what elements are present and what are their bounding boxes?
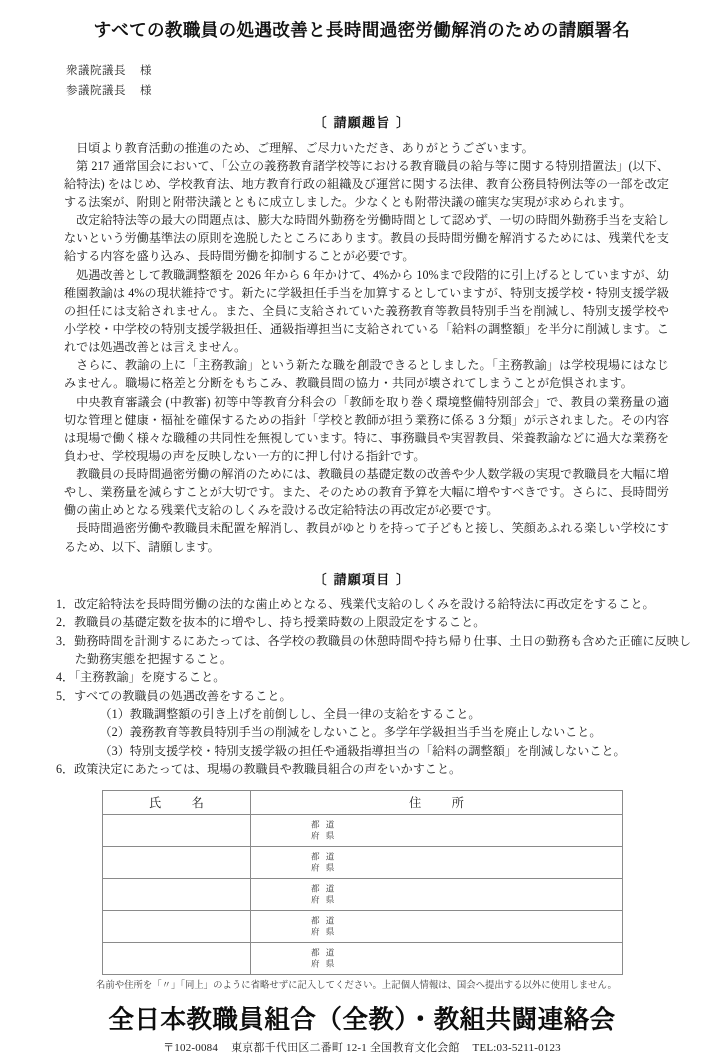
prefecture-line-2: 府 県: [311, 862, 337, 873]
prefecture-label: [311, 852, 336, 873]
petition-item: 2．教職員の基礎定数を抜本的に増やし、持ち授業時数の上限設定をすること。: [56, 615, 486, 630]
petition-item: 3．勤務時間を計測するにあたっては、各学校の教職員の休憩時間や持ち帰り仕事、土日の勤務も含めた正確に反映した勤務実態を把握すること。: [56, 633, 691, 666]
prefecture-line-1: 都 道: [311, 851, 337, 862]
page-title: すべての教職員の処遇改善と長時間過密労働解消のための請願署名: [93, 21, 631, 41]
petition-item: 4．「主務教諭」を廃すること。: [56, 670, 226, 685]
address-input-cell[interactable]: [251, 942, 623, 974]
table-row[interactable]: [103, 814, 623, 846]
petition-items-list: [0, 595, 724, 779]
table-row[interactable]: [103, 846, 623, 878]
prefecture-label: [311, 948, 336, 969]
postal-code: 〒102-0084: [163, 1041, 219, 1054]
prefecture-label: [311, 884, 336, 905]
organization-name: 全日本教職員組合（全教）・教組共闘連絡会: [108, 1004, 616, 1035]
petition-subitem: （1）教職調整額の引き上げを前倒しし、全員一律の支給をすること。: [99, 707, 481, 722]
petition-item: 5．すべての教職員の処遇改善をすること。: [56, 688, 292, 703]
addressee-honorific: 様: [140, 84, 152, 97]
privacy-note: 名前や住所を「〃」「同上」のように省略せずに記入してください。上記個人情報は、国会へ提出する以外に使用しません。: [96, 980, 617, 991]
telephone-number: TEL:03-5211-0123: [472, 1041, 561, 1054]
purpose-paragraph: 日頃より教育活動の推進のため、ご理解、ご尽力いただき、ありがとうございます。: [76, 140, 534, 155]
prefecture-line-1: 都 道: [311, 915, 337, 926]
prefecture-line-1: 都 道: [311, 947, 337, 958]
name-input-cell[interactable]: [103, 878, 251, 910]
table-row[interactable]: [103, 910, 623, 942]
name-input-cell[interactable]: [103, 846, 251, 878]
prefecture-line-2: 府 県: [311, 830, 337, 841]
name-input-cell[interactable]: [103, 910, 251, 942]
addressee-block: [0, 62, 724, 102]
prefecture-label: [311, 820, 336, 841]
street-address: 東京都千代田区二番町 12-1 全国教育文化会館: [231, 1041, 460, 1054]
organization-footer: [0, 1005, 724, 1055]
prefecture-label: [311, 916, 336, 937]
prefecture-line-1: 都 道: [311, 883, 337, 894]
address-input-cell[interactable]: [251, 814, 623, 846]
items-section-heading: 〔 請願項目 〕: [313, 572, 411, 588]
prefecture-line-2: 府 県: [311, 958, 337, 969]
address-input-cell[interactable]: [251, 878, 623, 910]
purpose-paragraph: 中央教育審議会 (中教審) 初等中等教育分科会の「教師を取り巻く環境整備特別部会」で、教員の業務量の適切な管理と健康・福祉を確保するための指針「学校と教師が担う業務に係る 3 分類」が示されました。その内容は現場で働く様々な職種の共同性を無視しています。特に、事務職員や実習教員、栄養教諭などに過大な業務を負わせ、学校現場の声を反映しない一方的に押し付ける指針です。: [64, 394, 669, 463]
signature-table: [102, 790, 623, 975]
addressee-name: 衆議院議長: [66, 65, 126, 77]
purpose-paragraph: 第 217 通常国会において、「公立の義務教育諸学校等における教育職員の給与等に関する特別措置法」(以下、給特法) をはじめ、学校教育法、地方教育行政の組織及び運営に関する法律、教育公務員特例法等の一部を改定する法案が、附則と附帯決議とともに成立しました。少なくとも附帯決議の確実な実現が求められます。: [64, 158, 669, 209]
purpose-paragraph: さらに、教諭の上に「主務教諭」という新たな職を創設できるとしました。「主務教諭」は学校現場にはなじみません。職場に格差と分断をもちこみ、教職員間の協力・共同が壊されてしまうことが危惧されます。: [64, 358, 669, 391]
name-input-cell[interactable]: [103, 942, 251, 974]
address-input-cell[interactable]: [251, 910, 623, 942]
addressee-row: [66, 82, 724, 102]
table-header-row: [103, 790, 623, 814]
addressee-row: [66, 62, 724, 82]
column-header-address: 住 所: [251, 790, 623, 814]
name-input-cell[interactable]: [103, 814, 251, 846]
petition-subitem: （2）義務教育等教員特別手当の削減をしないこと。多学年学級担当手当を廃止しないこと。: [99, 725, 602, 740]
purpose-body: [0, 139, 724, 556]
purpose-paragraph: 改定給特法等の最大の問題点は、膨大な時間外勤務を労働時間として認めず、一切の時間外勤務手当を支給しないという労働基準法の原則を逸脱したところにあります。教員の長時間労働を解消するためには、残業代を支給する内容を盛り込み、長時間労働を抑制することが必要です。: [64, 213, 669, 264]
purpose-paragraph: 教職員の長時間過密労働の解消のためには、教職員の基礎定数の改善や少人数学級の実現で教職員を大幅に増やし、業務量を減らすことが大切です。また、そのための教育予算を大幅に増やすべきです。さらに、長時間労働の歯止めとなる残業代支給のしくみを設ける改定給特法の再改定が必要です。: [64, 467, 669, 518]
table-row[interactable]: [103, 942, 623, 974]
petition-item: 1．改定給特法を長時間労働の法的な歯止めとなる、残業代支給のしくみを設ける給特法に再改定をすること。: [56, 596, 655, 611]
petition-item: 6．政策決定にあたっては、現場の教職員や教職員組合の声をいかすこと。: [56, 762, 462, 777]
addressee-name: 参議院議長: [66, 84, 126, 97]
addressee-honorific: 様: [140, 65, 152, 77]
prefecture-line-2: 府 県: [311, 894, 337, 905]
table-row[interactable]: [103, 878, 623, 910]
column-header-name: 氏 名: [103, 790, 251, 814]
purpose-paragraph: 処遇改善として教職調整額を 2026 年から 6 年かけて、4%から 10%まで段階的に引上げるとしていますが、幼稚園教諭は 4%の現状維持です。新たに学級担任手当を加算するとしていますが、特別支援学校・特別支援学級の担任には支給されません。また、全員に支給されていた義務教育等教員特別手当を削減し、特別支援学校や小学校・中学校の特別支援学級担任、通級指導担当に支給されている「給料の調整額」を半分に削減します。これでは処遇改善とは言えません。: [64, 267, 669, 355]
prefecture-line-2: 府 県: [311, 926, 337, 937]
address-input-cell[interactable]: [251, 846, 623, 878]
signature-table-wrapper: [0, 790, 724, 975]
petition-subitem: （3）特別支援学校・特別支援学級の担任や通級指導担当の「給料の調整額」を削減しないこと。: [99, 743, 626, 758]
purpose-paragraph: 長時間過密労働や教職員未配置を解消し、教員がゆとりを持って子どもと接し、笑顔あふれる楽しい学校にするため、以下、請願します。: [64, 521, 669, 554]
purpose-section-heading: 〔 請願趣旨 〕: [313, 115, 411, 131]
prefecture-line-1: 都 道: [311, 819, 337, 830]
organization-contact: [0, 1039, 724, 1055]
